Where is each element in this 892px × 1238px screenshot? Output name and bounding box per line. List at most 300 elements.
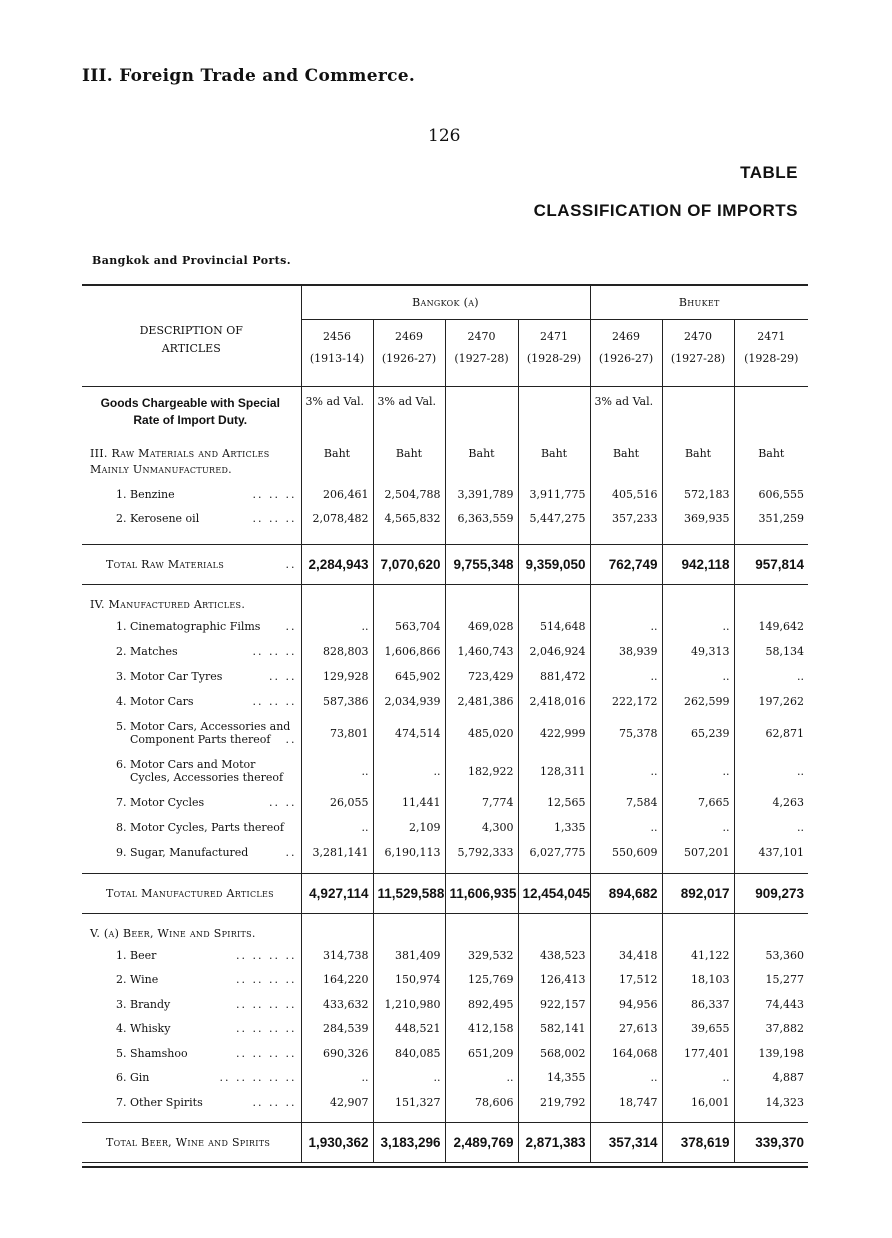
total-beer-wine-row-label xyxy=(82,1123,301,1163)
value-cell: 18,747 xyxy=(590,1090,662,1115)
total-raw-materials-row xyxy=(82,544,808,584)
value-cell: 197,262 xyxy=(734,689,808,714)
value-cell: 75,378 xyxy=(590,714,662,752)
group-header-bangkok: Bangkok (a) xyxy=(301,285,590,319)
value-cell: 2,034,939 xyxy=(373,689,445,714)
duty-rate-cell: 3% ad Val. xyxy=(301,386,373,442)
value-cell: 12,565 xyxy=(518,790,590,815)
value-cell: 34,418 xyxy=(590,943,662,968)
value-cell: 5,792,333 xyxy=(445,840,518,865)
item-name: 1. Benzine xyxy=(116,487,175,501)
value-cell: .. xyxy=(662,614,734,639)
total-value: 894,682 xyxy=(590,873,662,913)
manufactured-item-label xyxy=(82,815,301,840)
value-cell: 351,259 xyxy=(734,506,808,530)
value-cell: .. xyxy=(662,1066,734,1091)
spacer-cell xyxy=(445,530,518,544)
value-cell: 129,928 xyxy=(301,664,373,689)
value-cell: 27,613 xyxy=(590,1017,662,1042)
value-cell: 690,326 xyxy=(301,1041,373,1066)
value-cell: 2,078,482 xyxy=(301,506,373,530)
value-cell: 6,027,775 xyxy=(518,840,590,865)
spacer-cell xyxy=(662,913,734,943)
spacer-cell xyxy=(301,913,373,943)
item-name-continued: Cycles, Accessories thereof xyxy=(130,771,284,784)
total-label-text: Total Manufactured Articles xyxy=(106,886,274,900)
duty-rate-cell xyxy=(445,386,518,442)
leader-dots: .. .. .. .. xyxy=(236,948,297,962)
description-header xyxy=(82,285,301,386)
spacer-cell xyxy=(445,865,518,873)
spacer-cell xyxy=(82,865,301,873)
value-cell: 86,337 xyxy=(662,992,734,1017)
value-cell: 206,461 xyxy=(301,482,373,506)
value-cell: 4,887 xyxy=(734,1066,808,1091)
total-value: 357,314 xyxy=(590,1123,662,1163)
item-name: 7. Other Spirits xyxy=(116,1095,203,1109)
period-header: (1928-29) xyxy=(518,348,590,386)
spacer-cell xyxy=(82,530,301,544)
manufactured-item-row xyxy=(82,689,808,714)
header-group-row xyxy=(82,285,808,319)
total-value: 9,755,348 xyxy=(445,544,518,584)
value-cell: 182,922 xyxy=(445,752,518,790)
value-cell: .. xyxy=(590,752,662,790)
spacer-cell xyxy=(518,530,590,544)
item-name: 2. Matches xyxy=(116,645,178,658)
value-cell: 369,935 xyxy=(662,506,734,530)
manufactured-item-row xyxy=(82,790,808,815)
value-cell: 2,504,788 xyxy=(373,482,445,506)
period-header: (1926-27) xyxy=(590,348,662,386)
year-header: 2471 xyxy=(518,319,590,348)
beer-wine-heading-row xyxy=(82,913,808,943)
spacer-row xyxy=(82,865,808,873)
spacer-cell xyxy=(734,530,808,544)
value-cell: 42,907 xyxy=(301,1090,373,1115)
value-cell: 222,172 xyxy=(590,689,662,714)
spacer-cell xyxy=(373,913,445,943)
period-header: (1927-28) xyxy=(662,348,734,386)
value-cell: 2,481,386 xyxy=(445,689,518,714)
value-cell: 139,198 xyxy=(734,1041,808,1066)
spacer-cell xyxy=(590,865,662,873)
value-cell: 892,495 xyxy=(445,992,518,1017)
total-value: 957,814 xyxy=(734,544,808,584)
item-name: 4. Motor Cars xyxy=(116,695,194,708)
manufactured-item-label xyxy=(82,790,301,815)
value-cell: 4,263 xyxy=(734,790,808,815)
value-cell: 1,335 xyxy=(518,815,590,840)
beer-wine-item-row xyxy=(82,1066,808,1091)
total-manufactured-row-label xyxy=(82,873,301,913)
raw-material-item-row xyxy=(82,506,808,530)
unit-cell: Baht xyxy=(590,442,662,482)
manufactured-item-label xyxy=(82,752,301,790)
total-value: 12,454,045 xyxy=(518,873,590,913)
value-cell: 125,769 xyxy=(445,968,518,993)
value-cell: .. xyxy=(301,815,373,840)
value-cell: 550,609 xyxy=(590,840,662,865)
period-header: (1926-27) xyxy=(373,348,445,386)
manufactured-item-row xyxy=(82,639,808,664)
value-cell: 262,599 xyxy=(662,689,734,714)
value-cell: 14,323 xyxy=(734,1090,808,1115)
manufactured-item-label xyxy=(82,840,301,865)
leader-dots: .. .. .. .. xyxy=(236,1022,297,1036)
value-cell: 53,360 xyxy=(734,943,808,968)
value-cell: 507,201 xyxy=(662,840,734,865)
beer-wine-item-row xyxy=(82,968,808,993)
special-rate-row xyxy=(82,386,808,442)
total-value: 339,370 xyxy=(734,1123,808,1163)
value-cell: 94,956 xyxy=(590,992,662,1017)
value-cell: 572,183 xyxy=(662,482,734,506)
value-cell: 563,704 xyxy=(373,614,445,639)
value-cell: 14,355 xyxy=(518,1066,590,1091)
value-cell: 150,974 xyxy=(373,968,445,993)
beer-wine-heading: V. (a) Beer, Wine and Spirits. xyxy=(90,927,256,940)
spacer-cell xyxy=(445,913,518,943)
item-name: 7. Motor Cycles xyxy=(116,796,205,809)
total-label-text: Total Raw Materials xyxy=(106,557,225,571)
total-value: 11,529,588 xyxy=(373,873,445,913)
value-cell: 1,210,980 xyxy=(373,992,445,1017)
item-name: 9. Sugar, Manufactured xyxy=(116,846,249,859)
manufactured-item-label xyxy=(82,664,301,689)
value-cell: 606,555 xyxy=(734,482,808,506)
value-cell: 474,514 xyxy=(373,714,445,752)
year-header: 2469 xyxy=(590,319,662,348)
value-cell: .. xyxy=(590,1066,662,1091)
value-cell: 840,085 xyxy=(373,1041,445,1066)
spacer-cell xyxy=(734,865,808,873)
value-cell: 448,521 xyxy=(373,1017,445,1042)
spacer-cell xyxy=(662,865,734,873)
beer-wine-item-row xyxy=(82,1017,808,1042)
leader-dots: .. xyxy=(285,733,297,746)
value-cell: 41,122 xyxy=(662,943,734,968)
total-value: 11,606,935 xyxy=(445,873,518,913)
special-rate-label: Goods Chargeable with Special Rate of Import Duty. xyxy=(100,395,280,427)
leader-dots: .. .. .. xyxy=(252,645,297,658)
spacer-cell xyxy=(518,865,590,873)
beer-wine-item-label xyxy=(82,1066,301,1091)
beer-wine-item-row xyxy=(82,1041,808,1066)
value-cell: 651,209 xyxy=(445,1041,518,1066)
item-name: 2. Kerosene oil xyxy=(116,511,200,525)
value-cell: 49,313 xyxy=(662,639,734,664)
spacer-cell xyxy=(590,530,662,544)
value-cell: .. xyxy=(590,614,662,639)
value-cell: 284,539 xyxy=(301,1017,373,1042)
total-value: 4,927,114 xyxy=(301,873,373,913)
table-word: TABLE xyxy=(740,163,798,182)
value-cell: 38,939 xyxy=(590,639,662,664)
unit-cell: Baht xyxy=(518,442,590,482)
value-cell: 485,020 xyxy=(445,714,518,752)
total-value: 762,749 xyxy=(590,544,662,584)
total-manufactured-row xyxy=(82,873,808,913)
value-cell: 1,460,743 xyxy=(445,639,518,664)
bottom-rule-row xyxy=(82,1163,808,1167)
beer-wine-item-label xyxy=(82,992,301,1017)
spacer-row xyxy=(82,530,808,544)
value-cell: 37,882 xyxy=(734,1017,808,1042)
value-cell: 2,418,016 xyxy=(518,689,590,714)
value-cell: .. xyxy=(662,815,734,840)
item-name: 2. Wine xyxy=(116,973,159,987)
beer-wine-item-label xyxy=(82,943,301,968)
total-value: 942,118 xyxy=(662,544,734,584)
leader-dots: .. .. xyxy=(269,796,297,809)
beer-wine-item-row xyxy=(82,992,808,1017)
value-cell: 11,441 xyxy=(373,790,445,815)
spacer-cell xyxy=(445,584,518,614)
leader-dots: .. xyxy=(285,846,297,859)
value-cell: 568,002 xyxy=(518,1041,590,1066)
value-cell: .. xyxy=(590,815,662,840)
value-cell: .. xyxy=(590,664,662,689)
manufactured-item-row xyxy=(82,840,808,865)
value-cell: 4,300 xyxy=(445,815,518,840)
value-cell: 151,327 xyxy=(373,1090,445,1115)
leader-dots: .. .. .. .. .. xyxy=(219,1071,297,1085)
value-cell: 15,277 xyxy=(734,968,808,993)
spacer-cell xyxy=(518,1115,590,1123)
spacer-row xyxy=(82,1115,808,1123)
leader-dots: .. .. .. xyxy=(252,487,297,501)
value-cell: 645,902 xyxy=(373,664,445,689)
item-name: 1. Beer xyxy=(116,948,157,962)
total-value: 892,017 xyxy=(662,873,734,913)
value-cell: 6,190,113 xyxy=(373,840,445,865)
page-number: 126 xyxy=(428,126,461,146)
period-header: (1913-14) xyxy=(301,348,373,386)
manufactured-heading: IV. Manufactured Articles. xyxy=(90,598,246,611)
unit-cell: Baht xyxy=(662,442,734,482)
year-header: 2456 xyxy=(301,319,373,348)
value-cell: .. xyxy=(445,1066,518,1091)
item-name: 8. Motor Cycles, Parts thereof xyxy=(116,821,284,834)
value-cell: 357,233 xyxy=(590,506,662,530)
spacer-cell xyxy=(590,1115,662,1123)
period-header: (1928-29) xyxy=(734,348,808,386)
value-cell: .. xyxy=(662,752,734,790)
value-cell: 7,584 xyxy=(590,790,662,815)
value-cell: 65,239 xyxy=(662,714,734,752)
duty-rate-cell: 3% ad Val. xyxy=(373,386,445,442)
beer-wine-item-label xyxy=(82,1090,301,1115)
unit-cell: Baht xyxy=(734,442,808,482)
manufactured-item-row xyxy=(82,614,808,639)
value-cell: 412,158 xyxy=(445,1017,518,1042)
value-cell: 405,516 xyxy=(590,482,662,506)
total-value: 378,619 xyxy=(662,1123,734,1163)
spacer-cell xyxy=(518,913,590,943)
value-cell: 58,134 xyxy=(734,639,808,664)
spacer-cell xyxy=(301,1115,373,1123)
value-cell: 3,911,775 xyxy=(518,482,590,506)
value-cell: 438,523 xyxy=(518,943,590,968)
total-value: 7,070,620 xyxy=(373,544,445,584)
spacer-cell xyxy=(662,530,734,544)
group-header-bhuket: Bhuket xyxy=(590,285,808,319)
value-cell: .. xyxy=(373,1066,445,1091)
value-cell: 881,472 xyxy=(518,664,590,689)
total-beer-wine-row xyxy=(82,1123,808,1163)
value-cell: 16,001 xyxy=(662,1090,734,1115)
value-cell: 128,311 xyxy=(518,752,590,790)
leader-dots: .. xyxy=(285,620,297,633)
manufactured-heading-row xyxy=(82,584,808,614)
spacer-cell xyxy=(373,530,445,544)
value-cell: 723,429 xyxy=(445,664,518,689)
item-name: 5. Motor Cars, Accessories and xyxy=(116,720,291,733)
beer-wine-item-label xyxy=(82,1041,301,1066)
value-cell: .. xyxy=(301,614,373,639)
year-header: 2469 xyxy=(373,319,445,348)
leader-dots: .. .. xyxy=(269,670,297,683)
value-cell: 828,803 xyxy=(301,639,373,664)
total-value: 2,284,943 xyxy=(301,544,373,584)
imports-table xyxy=(82,284,808,1168)
duty-rate-cell: 3% ad Val. xyxy=(590,386,662,442)
duty-rate-cell xyxy=(518,386,590,442)
total-value: 2,489,769 xyxy=(445,1123,518,1163)
unit-cell: Baht xyxy=(445,442,518,482)
value-cell: .. xyxy=(301,752,373,790)
value-cell: 62,871 xyxy=(734,714,808,752)
item-name: 6. Gin xyxy=(116,1071,150,1085)
spacer-cell xyxy=(662,584,734,614)
manufactured-item-row xyxy=(82,714,808,752)
value-cell: 469,028 xyxy=(445,614,518,639)
manufactured-item-label xyxy=(82,714,301,752)
value-cell: 164,220 xyxy=(301,968,373,993)
unit-cell: Baht xyxy=(301,442,373,482)
manufactured-item-row xyxy=(82,664,808,689)
manufactured-item-label xyxy=(82,614,301,639)
beer-wine-item-row xyxy=(82,943,808,968)
value-cell: 126,413 xyxy=(518,968,590,993)
value-cell: 5,447,275 xyxy=(518,506,590,530)
value-cell: 4,565,832 xyxy=(373,506,445,530)
spacer-cell xyxy=(373,1115,445,1123)
value-cell: 922,157 xyxy=(518,992,590,1017)
item-name: 3. Brandy xyxy=(116,997,171,1011)
table-title: CLASSIFICATION OF IMPORTS xyxy=(533,201,798,220)
value-cell: 177,401 xyxy=(662,1041,734,1066)
duty-rate-cell xyxy=(734,386,808,442)
value-cell: 514,648 xyxy=(518,614,590,639)
value-cell: .. xyxy=(301,1066,373,1091)
value-cell: 164,068 xyxy=(590,1041,662,1066)
spacer-cell xyxy=(373,584,445,614)
spacer-cell xyxy=(301,865,373,873)
value-cell: 381,409 xyxy=(373,943,445,968)
total-value: 909,273 xyxy=(734,873,808,913)
total-value: 9,359,050 xyxy=(518,544,590,584)
manufactured-item-row xyxy=(82,752,808,790)
period-header: (1927-28) xyxy=(445,348,518,386)
raw-material-item-label xyxy=(82,482,301,506)
value-cell: 219,792 xyxy=(518,1090,590,1115)
year-header: 2471 xyxy=(734,319,808,348)
raw-material-item-row xyxy=(82,482,808,506)
item-name: 4. Whisky xyxy=(116,1022,171,1036)
spacer-cell xyxy=(82,1115,301,1123)
spacer-cell xyxy=(590,584,662,614)
item-name: 3. Motor Car Tyres xyxy=(116,670,223,683)
manufactured-item-label xyxy=(82,639,301,664)
duty-rate-cell xyxy=(662,386,734,442)
spacer-cell xyxy=(734,584,808,614)
manufactured-item-row xyxy=(82,815,808,840)
beer-wine-item-row xyxy=(82,1090,808,1115)
raw-materials-heading-row xyxy=(82,442,808,482)
value-cell: 3,391,789 xyxy=(445,482,518,506)
value-cell: 2,046,924 xyxy=(518,639,590,664)
description-header-text: DESCRIPTION OF ARTICLES xyxy=(139,323,243,355)
value-cell: 587,386 xyxy=(301,689,373,714)
value-cell: 7,774 xyxy=(445,790,518,815)
value-cell: 422,999 xyxy=(518,714,590,752)
value-cell: 314,738 xyxy=(301,943,373,968)
value-cell: 149,642 xyxy=(734,614,808,639)
manufactured-item-label xyxy=(82,689,301,714)
beer-wine-item-label xyxy=(82,968,301,993)
value-cell: 7,665 xyxy=(662,790,734,815)
spacer-cell xyxy=(301,584,373,614)
item-name: 6. Motor Cars and Motor xyxy=(116,758,256,771)
value-cell: 17,512 xyxy=(590,968,662,993)
year-header: 2470 xyxy=(662,319,734,348)
value-cell: 39,655 xyxy=(662,1017,734,1042)
value-cell: .. xyxy=(734,664,808,689)
value-cell: .. xyxy=(662,664,734,689)
item-name: 1. Cinematographic Films xyxy=(116,620,261,633)
total-value: 3,183,296 xyxy=(373,1123,445,1163)
total-raw-materials-row-label xyxy=(82,544,301,584)
value-cell: .. xyxy=(373,752,445,790)
spacer-cell xyxy=(301,530,373,544)
table-subheading: Bangkok and Provincial Ports. xyxy=(92,254,291,267)
leader-dots: .. .. .. xyxy=(252,695,297,708)
value-cell: 329,532 xyxy=(445,943,518,968)
value-cell: 3,281,141 xyxy=(301,840,373,865)
beer-wine-item-label xyxy=(82,1017,301,1042)
value-cell: 73,801 xyxy=(301,714,373,752)
value-cell: 74,443 xyxy=(734,992,808,1017)
value-cell: .. xyxy=(734,815,808,840)
spacer-cell xyxy=(445,1115,518,1123)
spacer-cell xyxy=(373,865,445,873)
leader-dots: .. .. .. .. xyxy=(236,1046,297,1060)
leader-dots: .. .. .. .. xyxy=(236,973,297,987)
leader-dots: .. .. .. .. xyxy=(236,997,297,1011)
value-cell: 26,055 xyxy=(301,790,373,815)
unit-cell: Baht xyxy=(373,442,445,482)
section-heading: III. Foreign Trade and Commerce. xyxy=(82,66,416,86)
total-label-text: Total Beer, Wine and Spirits xyxy=(106,1136,271,1149)
spacer-cell xyxy=(518,584,590,614)
spacer-cell xyxy=(662,1115,734,1123)
item-name-continued: Component Parts thereof xyxy=(130,733,271,746)
value-cell: 582,141 xyxy=(518,1017,590,1042)
value-cell: 1,606,866 xyxy=(373,639,445,664)
item-name: 5. Shamshoo xyxy=(116,1046,188,1060)
